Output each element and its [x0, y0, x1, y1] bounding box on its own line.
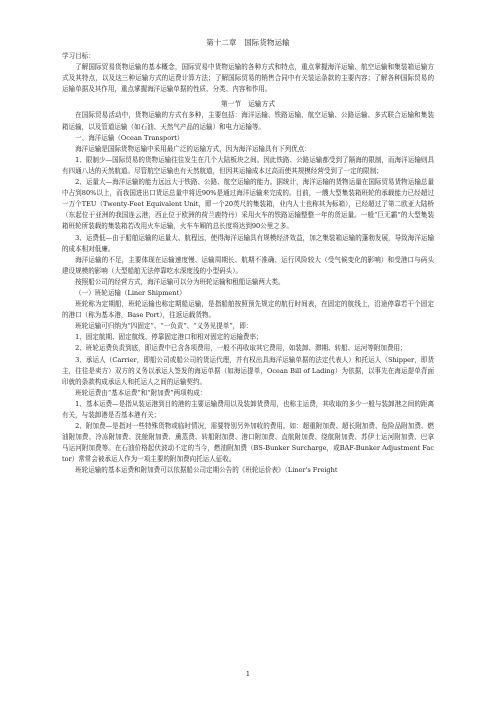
body-paragraph: 海洋运输是国际货物运输中采用最广泛的运输方式，因为海洋运输具有下列优点：: [75, 144, 311, 153]
body-paragraph: 1、基本运费—是指从装运港到目的港的主要运输费用以及装卸货费用，也称主运费，其收取的多少一般与装卸港之间的距离有关，与装卸港是否基本港有关；: [62, 399, 434, 419]
body-paragraph: 2、班轮运费负责到底，即运费中已含各项费用，一般不再收取其它费用，如装卸、滞期、转船、运河等附加费用；: [75, 344, 407, 353]
page-number: 1: [245, 670, 251, 678]
objectives-heading: 学习目标：: [62, 52, 95, 60]
body-paragraph: 班轮称为定期船，班轮运输也称定期船运输，是指船舶按照预先规定的航行时间表，在固定的航线上，沿途停靠若干个固定的港口（称为基本港，Base Port），往返运载货物。: [62, 300, 434, 320]
body-paragraph: 3、运费低—由于船舶运输的运量大、航程远，使得海洋运输具有规模经济效益，加之集装箱运输的蓬勃发展，导致海洋运输的成本相对低廉。: [62, 233, 434, 253]
body-paragraph: 按照船公司的经营方式，海洋运输可以分为班轮运输和租船运输两大类。: [75, 277, 285, 286]
body-paragraph: 海洋运输的不足，主要体现在运输速度慢、运输周期长、航期不准确、运行风险较大（受气候变化的影响）和受港口与码头建设规模的影响（大型船舶无法停靠吃水深度浅的小型码头）。: [62, 255, 434, 275]
body-paragraph: （一）班轮运输（Liner Shipment）: [75, 288, 186, 297]
body-paragraph: 班轮运费由“基本运费”和“附加费”两项构成：: [75, 388, 207, 397]
body-paragraph: 在国际贸易活动中，货物运输的方式有多种，主要包括：海洋运输、铁路运输、航空运输、公路运输、多式联合运输和集装箱运输，以及管道运输（如石油、天然气产品的运输）和电力运输等。: [62, 111, 434, 131]
page-content: [62, 38, 434, 477]
objectives-text: 了解国际贸易货物运输的基本概念，国际贸易中货物运输的各种方式和特点，重点掌握海洋运输、航空运输和集装箱运输方式及其特点，以及这三种运输方式的运费计算方法；了解国际贸易的销售合同中有关装运条款的主要内容；了解各种国际贸易的运输单据及其作用，重点掌握海洋运输单据的性质、分类、内容和作用。: [62, 63, 434, 94]
body-paragraph: 班轮运输的基本运费和附加费可以依据船公司定期公告的《班轮运价表》（Liner's Freight: [75, 466, 338, 475]
body-paragraph: 班轮运输可归纳为“四固定”、“一负责”、“义务见提单”，即：: [75, 322, 253, 331]
body-paragraphs: [62, 110, 434, 476]
body-paragraph: 1、固定航期、固定航线、停靠固定港口和相对固定的运输费率；: [75, 333, 263, 342]
body-paragraph: 一、海洋运输（Ocean Transport）: [75, 133, 184, 142]
chapter-title: 第十二章 国际货物运输: [206, 38, 290, 47]
body-paragraph: 3、承运人（Carrier，即船公司或船公司的货运代理，并有权出具海洋运输单据的法定代表人）和托运人（Shipper，即货主，往往是卖方）双方的义务以承运人签发的海运单据（如海运提单，Ocean Bill of Lading）为依据，以事先在海运提单背面印就的条款构成承运人和托运人之间的运输契约。: [62, 355, 434, 386]
body-paragraph: 2、运量大—海洋运输的能力远远大于铁路、公路、航空运输的能力。据统计，海洋运输的货物运量在国际贸易货物运输总量中占到80%以上，而我国进出口货运总量中将近90%是通过海洋运输来完成的。目前，一艘大型集装箱班轮的承载能力已经超过一万个TEU（Twenty-Feet Equivalent Unit，即一个20英尺的集装箱，业内人士也称其为标箱），已经超过了第二欧亚大陆桥（东起位于亚洲的我国连云港，西止位于欧洲的荷兰鹿特丹）采用火车的铁路运输整整一年的货运量。一般“巨无霸”的大型集装箱班轮所装载的集装箱若改用火车运输，火车车厢的总长度将达到90公里之多。: [62, 178, 434, 231]
body-paragraph: 1、限制少—国际贸易的货物运输往往发生在几个大陆板块之间。因此铁路、公路运输都受到了隔海的限制，而海洋运输则具有四通八达的天然航道。尽管航空运输也有天然航道，但因其运输成本过高而使其规模经营受到了一定的限制；: [62, 155, 434, 175]
body-paragraph: 2、附加费—是指对一些特殊货物或临时情况，需要特别另外加收的费用。如：超重附加费、超长附加费、危险品附加费、燃油附加费、冷冻附加费、洗舱附加费、熏蒸费、转船附加费、港口附加费、直航附加费、绕航附加费、苏伊士运河附加费、巴拿马运河附加费等。在石油价格起伏波动不定的当今，燃油附加费（BS-Bunker Surcharge，或BAF-Bunker Adjustment Factor）常常会被承运人作为一项主要的附加费向托运人征收。: [62, 422, 434, 464]
section-title: 第一节 运输方式: [220, 100, 276, 109]
